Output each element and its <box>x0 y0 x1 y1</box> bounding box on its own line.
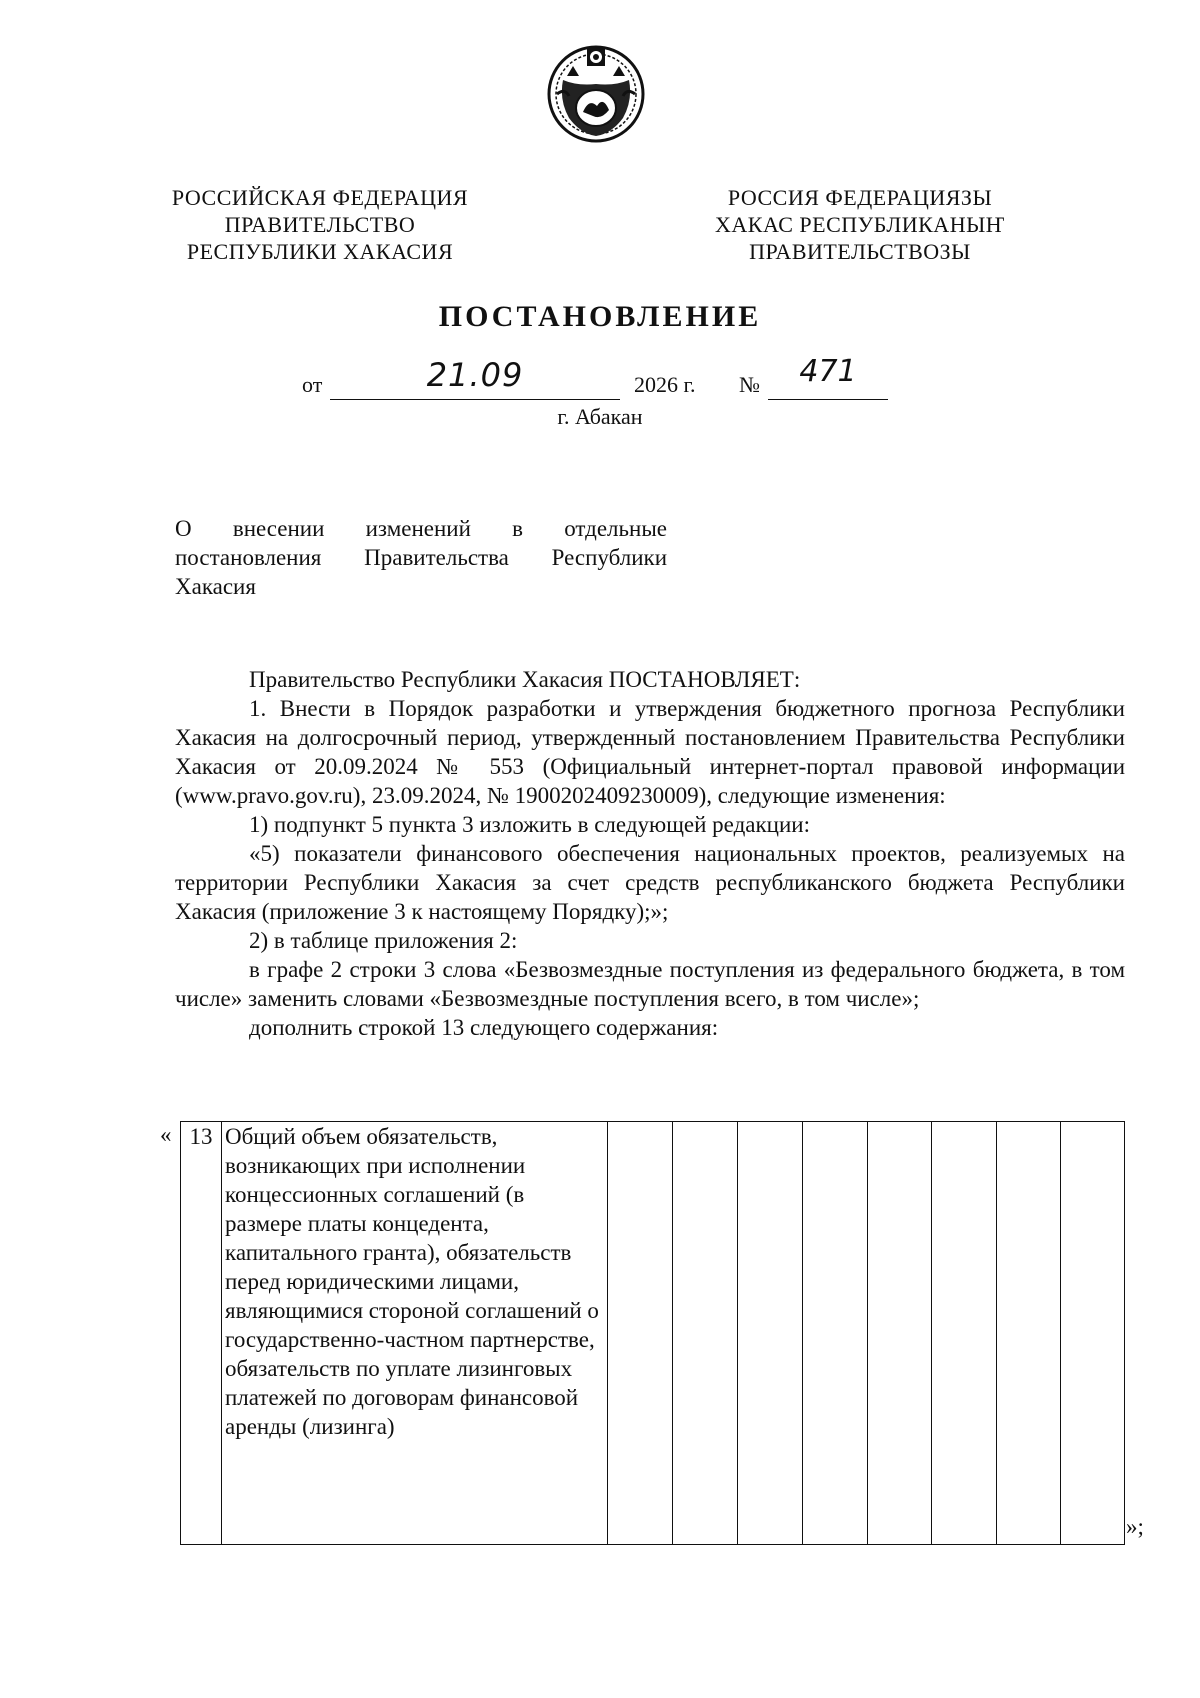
subject-line: постановления Правительства Республики <box>175 545 667 570</box>
city: г. Абакан <box>557 404 643 429</box>
header-line: РОССИЙСКАЯ ФЕДЕРАЦИЯ <box>171 185 469 210</box>
subitem-2-paragraph: 2) в таблице приложения 2: <box>249 928 518 953</box>
coat-of-arms-emblem <box>545 40 647 144</box>
empty-value-cell <box>803 1122 868 1545</box>
number-sign: № <box>739 372 760 397</box>
subject-line: Хакасия <box>175 574 256 599</box>
empty-value-cell <box>868 1122 932 1545</box>
date-prefix: от <box>302 372 323 397</box>
document-body <box>175 665 1125 1042</box>
add-row-paragraph: дополнить строкой 13 следующего содержания: <box>249 1015 719 1040</box>
table-close-quote: »; <box>1126 1514 1144 1539</box>
handwritten-date: 21.09 <box>426 356 524 394</box>
year-text: 2026 г. <box>634 372 696 397</box>
table-open-quote: « <box>160 1122 172 1147</box>
intro-paragraph: Правительство Республики Хакасия ПОСТАНОВЛЯЕТ: <box>249 667 801 692</box>
header-line: РОССИЯ ФЕДЕРАЦИЯЗЫ <box>727 185 993 210</box>
indicator-name-cell: Общий объем обязательств, возникающих при исполнении концессионных соглашений (в размере платы концедента, капитального гранта), обязательств перед юридическими лицами, являющимися стороной соглашений о государственно-частном партнерстве, обязательств по уплате лизинговых платежей по договорам финансовой аренды (лизинга) <box>222 1122 608 1545</box>
quoted-subparagraph-5: «5) показатели финансового обеспечения национальных проектов, реализуемых на территории Республики Хакасия за счет средств республиканского бюджета Республики Хакасия (приложение 3 к настоящему Порядку);»; <box>175 841 1125 924</box>
empty-value-cell <box>673 1122 738 1545</box>
subitem-1-paragraph: 1) подпункт 5 пункта 3 изложить в следующей редакции: <box>249 812 810 837</box>
document-subject <box>175 514 667 601</box>
empty-value-cell <box>997 1122 1061 1545</box>
empty-value-cell <box>932 1122 997 1545</box>
item-1-paragraph: 1. Внести в Порядок разработки и утверждения бюджетного прогноза Республики Хакасия на долгосрочный период, утвержденный постановлением Правительства Республики Хакасия от 20.09.2024 № 553 (Официальный интернет-портал правовой информации (www.pravo.gov.ru), 23.09.2024, № 1900202409230009), следующие изменения: <box>175 696 1125 808</box>
replacement-paragraph: в графе 2 строки 3 слова «Безвозмездные поступления из федерального бюджета, в том числе» заменить словами «Безвозмездные поступления всего, в том числе»; <box>175 957 1125 1011</box>
empty-value-cell <box>1061 1122 1125 1545</box>
header-line: ПРАВИТЕЛЬСТВО <box>224 212 416 237</box>
table-row <box>181 1122 1125 1545</box>
row-number-cell: 13 <box>181 1122 222 1545</box>
document-title: ПОСТАНОВЛЕНИЕ <box>438 300 762 333</box>
number-underline <box>768 399 888 400</box>
appendix-table-row-13 <box>180 1121 1125 1545</box>
header-line: ПРАВИТЕЛЬСТВОЗЫ <box>749 239 971 264</box>
subject-line: О внесении изменений в отдельные <box>175 516 667 541</box>
header-line: ХАКАС РЕСПУБЛИКАНЫҤ <box>715 212 1005 237</box>
handwritten-number: 471 <box>799 354 857 389</box>
date-underline <box>330 399 620 400</box>
header-line: РЕСПУБЛИКИ ХАКАСИЯ <box>186 239 454 264</box>
empty-value-cell <box>608 1122 673 1545</box>
issuer-header-khakas <box>690 184 1030 265</box>
issuer-header-russian <box>150 184 490 265</box>
empty-value-cell <box>738 1122 803 1545</box>
